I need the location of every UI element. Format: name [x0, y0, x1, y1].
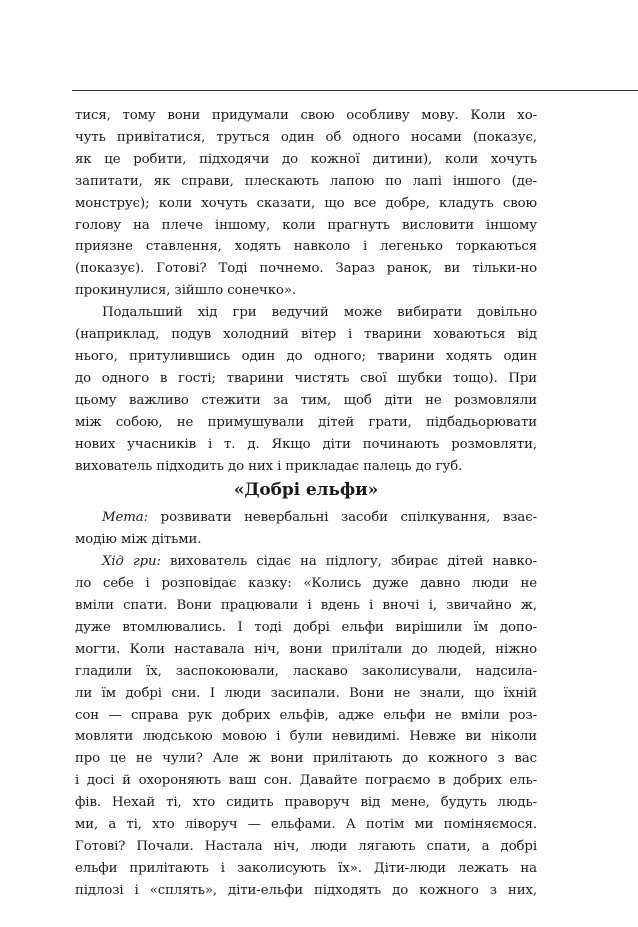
text-line: ли їм добрі сни. І люди засипали. Вони не знали, що їхній	[75, 685, 537, 701]
text-line: вміли спати. Вони працювали і вдень і вночі і, звичайно ж,	[75, 598, 537, 614]
text-line: гладили їх, заспокоювали, ласкаво заколисували, надсила-	[75, 663, 537, 679]
text-line: (наприклад, подув холодний вітер і тварини ховаються від	[75, 327, 537, 343]
text-line: монструє); коли хочуть сказати, що все добре, кладуть свою	[75, 195, 537, 211]
paragraph-game-variations	[75, 302, 537, 477]
text-line: приязне ставлення, ходять навколо і легенько торкаються	[75, 239, 537, 255]
goal-label: Мета:	[102, 510, 149, 526]
text-line: ми, а ті, хто ліворуч — ельфами. А потім ми поміняємося.	[75, 817, 537, 833]
text-line	[75, 507, 537, 529]
text-line: цьому важливо стежити за тим, щоб діти не розмовляли	[75, 392, 537, 408]
course-label: Хід гри:	[102, 554, 161, 570]
header-rule	[72, 90, 638, 91]
text-line: про це не чули? Але ж вони прилітають до кожного з вас	[75, 751, 537, 767]
text-line: модію між дітьми.	[75, 532, 202, 548]
text-line: нових учасників і т. д. Якщо діти починають розмовляти,	[75, 436, 537, 452]
text-line: між собою, не примушували дітей грати, підбадьорювати	[75, 414, 537, 430]
text-line: прокинулися, зійшло сонечко».	[75, 283, 296, 299]
text-line: мовляти людською мовою і були невидимі. Невже ви ніколи	[75, 729, 537, 745]
text-line: запитати, як справи, плескають лапою по лапі іншого (де-	[75, 173, 537, 189]
section-heading: «Добрі ельфи»	[233, 480, 379, 501]
text-line: дуже втомлювались. І тоді добрі ельфи вирішили їм допо-	[75, 619, 537, 635]
text-line: і досі й охороняють ваш сон. Давайте пограємо в добрих ель-	[75, 773, 537, 789]
course-text: вихователь сідає на підлогу, збирає дітей навко-	[169, 554, 537, 570]
text-line: сон — справа рук добрих ельфів, адже ельфи не вміли роз-	[75, 707, 537, 723]
text-line: ло себе і розповідає казку: «Колись дуже давно люди не	[75, 576, 537, 592]
goal-text: розвивати невербальні засоби спілкування, взає-	[160, 510, 537, 526]
text-line: (показує). Готові? Тоді почнемо. Зараз ранок, ви тільки-но	[75, 261, 537, 277]
text-line: Подальший хід гри ведучий може вибирати довільно	[102, 305, 537, 321]
text-line: могти. Коли наставала ніч, вони прилітали до людей, ніжно	[75, 641, 537, 657]
paragraph-goal	[75, 507, 537, 551]
text-line: ельфи прилітають і заколисують їх». Діти-люди лежать на	[75, 860, 537, 876]
text-line: як це робити, підходячи до кожної дитини), коли хочуть	[75, 151, 537, 167]
page-body	[75, 105, 537, 902]
text-line: Готові? Почали. Настала ніч, люди лягають спати, а добрі	[75, 839, 537, 854]
text-line: вихователь підходить до них і прикладає палець до губ.	[75, 458, 463, 474]
paragraph-game-course	[75, 551, 537, 902]
text-line: голову на плече іншому, коли прагнуть висловити іншому	[75, 217, 537, 233]
text-line: фів. Нехай ті, хто сидить праворуч від мене, будуть людь-	[75, 795, 537, 811]
text-line: нього, притулившись один до одного; тварини ходять один	[75, 348, 537, 364]
text-line	[75, 551, 537, 573]
paragraph-animals-continued	[75, 105, 537, 302]
text-line: тися, тому вони придумали свою особливу мову. Коли хо-	[75, 108, 537, 123]
text-line: підлозі і «сплять», діти-ельфи підходять до кожного з них,	[75, 882, 537, 898]
text-line: до одного в гості; тварини чистять свої шубки тощо). При	[75, 370, 537, 386]
text-line: чуть привітатися, труться один об одного носами (показує,	[75, 129, 537, 145]
